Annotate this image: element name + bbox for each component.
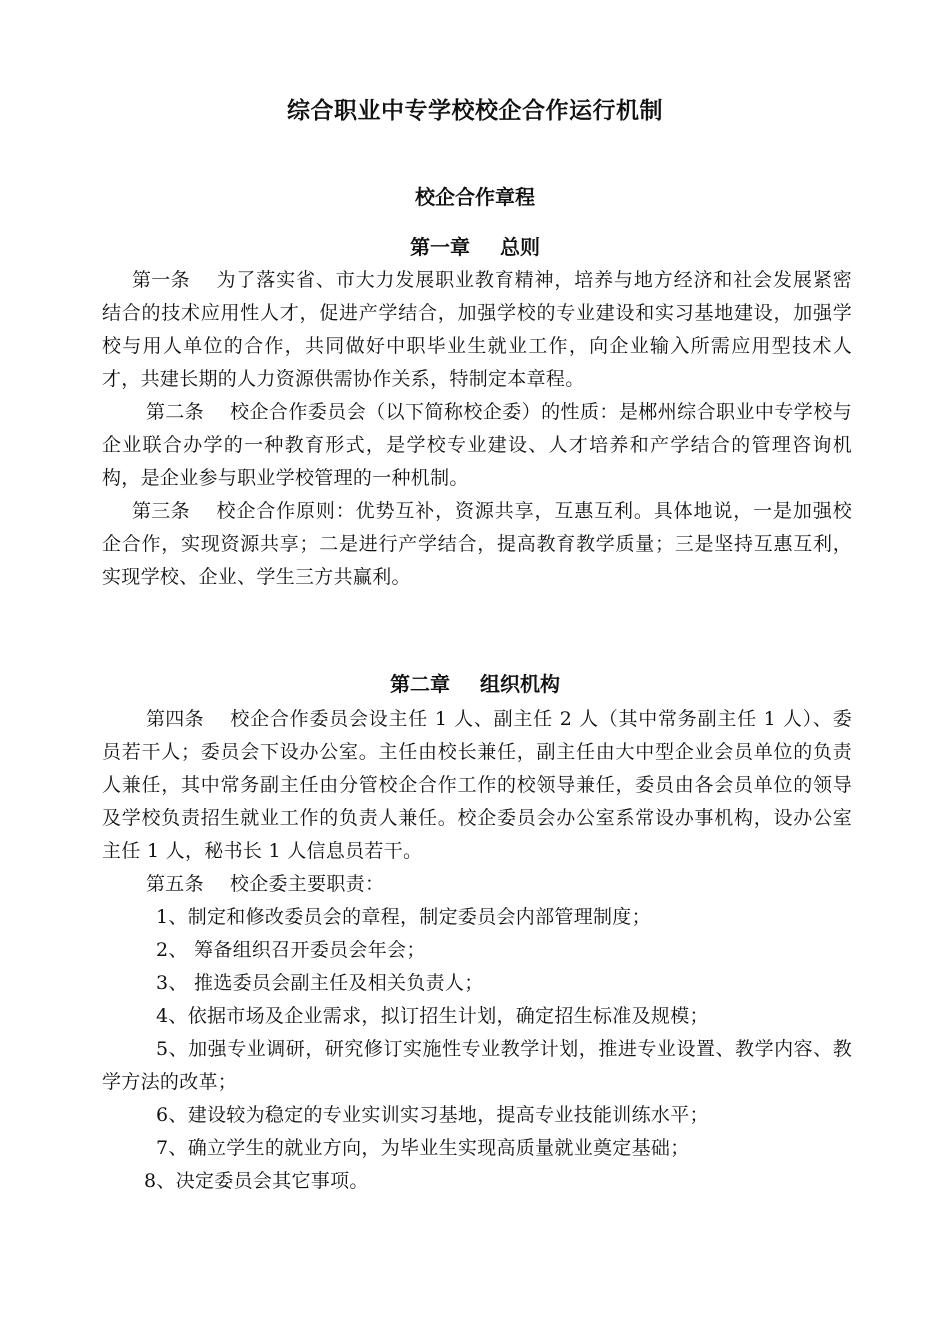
article-label: 第五条 xyxy=(146,873,204,895)
duty-item: 7、确立学生的就业方向，为毕业生实现高质量就业奠定基础； xyxy=(156,1137,690,1159)
chapter-name: 组织机构 xyxy=(480,672,560,696)
duty-item: 6、建设较为稳定的专业实训实习基地，提高专业技能训练水平； xyxy=(156,1104,709,1126)
article-text: 校企委主要职责： xyxy=(229,873,385,895)
article-paragraph xyxy=(102,703,852,868)
chapter-number: 第一章 xyxy=(410,235,470,259)
document-title: 综合职业中专学校校企合作运行机制 xyxy=(287,98,663,124)
duty-item: 8、决定委员会其它事项。 xyxy=(144,1170,369,1192)
chapter-body xyxy=(102,264,852,594)
duty-item: 5、加强专业调研，研究修订实施性专业教学计划，推进专业设置、教学内容、教学方法的改革； xyxy=(102,1038,852,1093)
article-paragraph xyxy=(102,264,852,396)
article-label: 第二条 xyxy=(146,401,204,423)
duty-item: 2、 筹备组织召开委员会年会； xyxy=(156,939,426,961)
article-text: 为了落实省、市大力发展职业教育精神，培养与地方经济和社会发展紧密结合的技术应用性人才，促进产学结合，加强学校的专业建设和实习基地建设，加强学校与用人单位的合作，共同做好中职毕业生就业工作，向企业输入所需应用型技术人才，共建长期的人力资源供需协作关系，特制定本章程。 xyxy=(102,269,852,390)
chapter-heading xyxy=(0,669,950,699)
article-label: 第一条 xyxy=(132,269,190,291)
article-paragraph xyxy=(102,396,852,495)
section-title: 校企合作章程 xyxy=(415,185,535,209)
article-label: 第三条 xyxy=(132,500,190,522)
duty-item: 1、制定和修改委员会的章程，制定委员会内部管理制度； xyxy=(156,906,651,928)
article-paragraph xyxy=(102,495,852,594)
article-text: 校企合作原则：优势互补，资源共享，互惠互利。具体地说，一是加强校企合作，实现资源共享；二是进行产学结合，提高教育教学质量；三是坚持互惠互利，实现学校、企业、学生三方共赢利。 xyxy=(102,500,852,588)
chapter-heading xyxy=(0,232,950,262)
duty-item: 3、 推选委员会副主任及相关负责人； xyxy=(156,972,484,994)
chapter-number: 第二章 xyxy=(390,672,450,696)
article-paragraph xyxy=(102,868,852,901)
chapter-name: 总则 xyxy=(500,235,540,259)
duty-item: 4、依据市场及企业需求，拟订招生计划，确定招生标准及规模； xyxy=(156,1005,709,1027)
article-label: 第四条 xyxy=(146,708,204,730)
chapter-body xyxy=(102,703,852,1198)
article-text: 校企合作委员会设主任 1 人、副主任 2 人（其中常务副主任 1 人）、委员若干人；委员会下设办公室。主任由校长兼任，副主任由大中型企业会员单位的负责人兼任，其中常务副主任由分管校企合作工作的校领导兼任，委员由各会员单位的领导及学校负责招生就业工作的负责人兼任。校企委员会办公室系常设办事机构，设办公室主任 1 人，秘书长 1 人信息员若干。 xyxy=(102,708,852,862)
article-text: 校企合作委员会（以下简称校企委）的性质：是郴州综合职业中专学校与企业联合办学的一种教育形式，是学校专业建设、人才培养和产学结合的管理咨询机构，是企业参与职业学校管理的一种机制。 xyxy=(102,401,852,489)
